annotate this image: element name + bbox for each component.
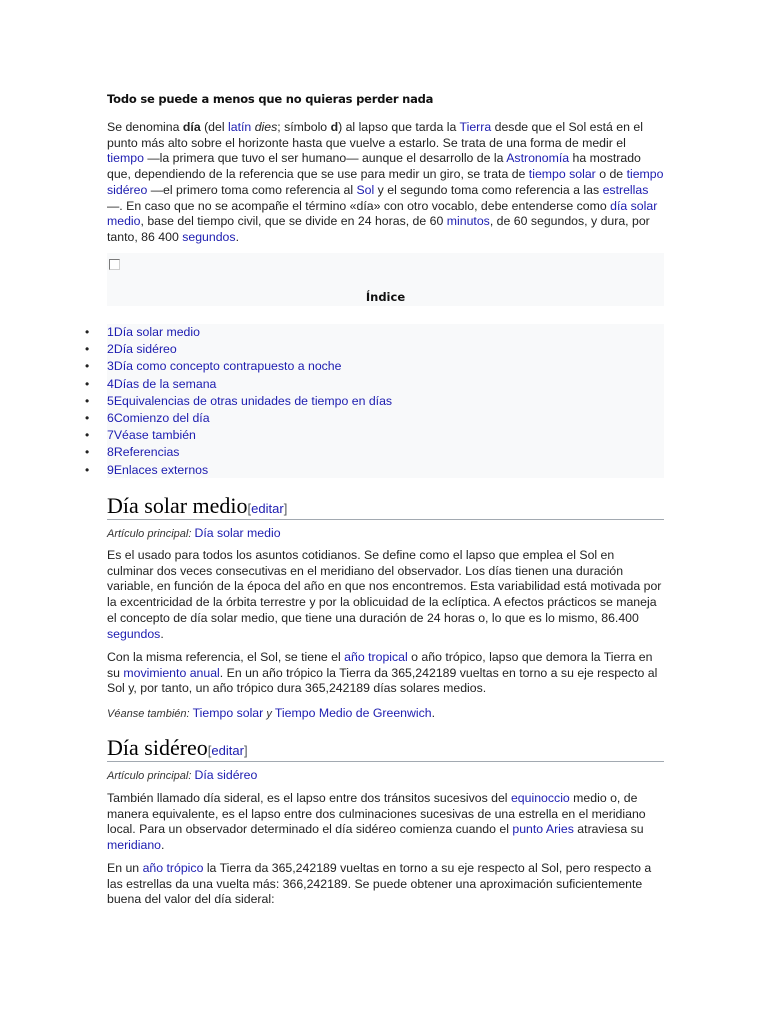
section-dia-solar-medio — [107, 493, 664, 520]
sidereo-paragraph-1 — [107, 791, 664, 854]
toc-list — [85, 324, 664, 478]
intro-paragraph — [107, 120, 667, 246]
edit-section: [editar] — [207, 743, 248, 758]
text-run: (del — [200, 120, 229, 134]
bullet-icon: • — [85, 376, 90, 391]
inline-link[interactable]: tiempo solar — [528, 167, 596, 182]
inline-link[interactable]: estrellas — [602, 182, 649, 197]
toc-item-link[interactable]: Enlaces externos — [113, 462, 209, 477]
section-heading: Día solar medio[editar] — [107, 493, 664, 520]
edit-section: [editar] — [247, 501, 288, 516]
bullet-icon: • — [85, 393, 90, 408]
text-run: ) al lapso que tarda la — [338, 120, 460, 134]
toc-item-link[interactable]: Referencias — [113, 445, 180, 460]
text-run: medio o, de manera equivalente, es el lapso entre dos culminaciones sucesivas de una estrella en el meridiano local. Para un observador determinado el día sidéreo comienza cuando el — [107, 791, 650, 837]
inline-link[interactable]: año trópico — [142, 861, 204, 875]
hatnote-link[interactable]: Día sidéreo — [194, 768, 258, 782]
inline-link[interactable]: día solar medio — [107, 198, 661, 229]
toc-item[interactable] — [85, 462, 664, 479]
toc-item[interactable] — [85, 358, 664, 375]
hatnote-main-article: Artículo principal: Día solar medio — [107, 526, 281, 540]
page-title: Todo se puede a menos que no quieras perder nada — [107, 92, 434, 106]
text-run: y el segundo toma como referencia a las — [374, 182, 603, 197]
inline-link[interactable]: Astronomía — [506, 151, 570, 166]
bold-term: día — [182, 120, 201, 134]
bullet-icon: • — [85, 342, 90, 357]
toc-item-link[interactable]: Día como concepto contrapuesto a noche — [113, 359, 342, 374]
bullet-icon: • — [85, 410, 90, 425]
inline-link[interactable]: tiempo — [107, 151, 144, 166]
inline-link[interactable]: Tierra — [459, 120, 492, 134]
toc-item-link[interactable]: Día sidéreo — [113, 342, 177, 357]
toc-item-number: 2 — [107, 342, 114, 357]
text-run: . En un año trópico la Tierra da 365,242189 vueltas en torno a su eje respecto al Sol y, por tanto, un año trópico dura 365,242189 días solares medios. — [107, 665, 661, 696]
text-run: , base del tiempo civil, que se divide en 24 horas, de 60 — [140, 214, 447, 229]
solar-paragraph-1 — [107, 548, 664, 642]
section-heading: Día sidéreo[editar] — [107, 735, 664, 762]
inline-link[interactable]: minutos — [446, 214, 490, 229]
inline-link[interactable]: meridiano — [107, 838, 161, 853]
text-run: Se denomina — [107, 120, 183, 134]
toc-item-number: 1 — [107, 325, 114, 339]
toc-item-number: 3 — [107, 359, 114, 374]
text-run: la Tierra da 365,242189 vueltas en torno a su eje respecto al Sol, pero respecto a las estrellas da una vuelta más: 366,242189. Se puede obtener una aproximación suficientemente buena del valor del día sideral: — [107, 861, 655, 907]
toc-item-number: 7 — [107, 428, 114, 443]
text-run: En un — [107, 861, 143, 875]
toc-item-link[interactable]: Véase también — [113, 428, 196, 443]
text-run: . — [160, 626, 164, 641]
toc-item-link[interactable]: Comienzo del día — [113, 410, 210, 425]
inline-link[interactable]: equinoccio — [510, 791, 570, 805]
inline-link[interactable]: latín — [228, 120, 252, 134]
italic-term: dies — [254, 120, 278, 134]
inline-link[interactable]: punto Aries — [512, 822, 574, 837]
section-dia-sidereo — [107, 735, 664, 762]
toc-item-number: 5 — [107, 393, 114, 408]
text-run: atraviesa su — [573, 822, 648, 837]
edit-link[interactable]: editar — [251, 501, 284, 516]
inline-link[interactable]: Sol — [356, 182, 375, 197]
see-also-link-tiempo-solar[interactable]: Tiempo solar — [192, 706, 264, 720]
see-also-note: Véanse también: Tiempo solar y Tiempo Medio de Greenwich. — [107, 706, 436, 720]
text-run: Con la misma referencia, el Sol, se tiene el — [107, 650, 345, 664]
hatnote-link[interactable]: Día solar medio — [194, 526, 281, 540]
text-run: —el primero toma como referencia al — [147, 182, 357, 197]
text-run: Es el usado para todos los asuntos cotidianos. Se define como el lapso que emplea el Sol en culminar dos veces consecutivas en el meridiano del observador. Los días tienen una duración variable, en función de la época del año en que nos encontremos. Esta variabilidad está motivada por la excentricidad de la órbita terrestre y por la oblicuidad de la eclíptica. A efectos prácticos se maneja el concepto de día solar medio, que tiene una duración de 24 horas o, lo que es lo mismo, 86.400 — [107, 548, 665, 625]
toc-item[interactable] — [85, 341, 664, 358]
bold-term: d — [330, 120, 339, 134]
text-run: . — [161, 838, 165, 853]
toc-item[interactable] — [85, 324, 664, 341]
text-run: ha mostrado que, dependiendo de la referencia que se use para medir un giro, se trata de — [107, 151, 645, 182]
text-run: o año trópico, lapso que demora la Tierra en su — [107, 650, 656, 680]
inline-link[interactable]: tiempo sidéreo — [107, 167, 667, 197]
toc-item-link[interactable]: Equivalencias de otras unidades de tiempo en días — [113, 393, 393, 408]
inline-link[interactable]: segundos — [182, 229, 236, 244]
toc-title: Índice — [365, 290, 406, 304]
toc-item[interactable] — [85, 444, 664, 461]
toc-item-number: 8 — [107, 445, 114, 460]
toc-item-number: 6 — [107, 410, 114, 425]
solar-paragraph-2 — [107, 650, 664, 697]
bullet-icon: • — [85, 445, 90, 460]
toc-item-link[interactable]: Día solar medio — [113, 325, 200, 339]
inline-link[interactable]: segundos — [107, 626, 161, 641]
hatnote-main-article: Artículo principal: Día sidéreo — [107, 768, 258, 782]
toc-item[interactable] — [85, 393, 664, 410]
text-run: o de — [595, 167, 627, 182]
bullet-icon: • — [85, 462, 90, 477]
bullet-icon: • — [85, 325, 90, 339]
text-run: —. En caso que no se acompañe el término «día» con otro vocablo, debe entenderse como — [107, 198, 611, 213]
toc-item-number: 4 — [107, 376, 114, 391]
edit-link[interactable]: editar — [211, 743, 244, 758]
toc-item-number: 9 — [107, 462, 114, 477]
text-run: —la primera que tuvo el ser humano— aunque el desarrollo de la — [143, 151, 507, 166]
text-run: ; símbolo — [277, 120, 331, 134]
toc-item[interactable] — [85, 410, 664, 427]
bullet-icon: • — [85, 359, 90, 374]
text-run: , de 60 segundos, y dura, por tanto, 86 400 — [107, 214, 654, 244]
toc-toggle-checkbox[interactable] — [109, 259, 120, 270]
text-run: También llamado día sideral, es el lapso entre dos tránsitos sucesivos del — [107, 791, 511, 805]
see-also-link-greenwich[interactable]: Tiempo Medio de Greenwich — [274, 706, 432, 720]
inline-link[interactable]: movimiento anual — [123, 665, 220, 680]
inline-link[interactable]: año tropical — [344, 650, 408, 664]
text-run: desde que el Sol está en el punto más alto sobre el horizonte hasta que vuelve a estarlo. Se trata de una forma de medir el — [107, 120, 647, 150]
sidereo-paragraph-2 — [107, 861, 664, 908]
toc-header — [107, 253, 664, 306]
text-run: . — [235, 229, 239, 244]
toc-item[interactable] — [85, 376, 664, 393]
toc-item-link[interactable]: Días de la semana — [113, 376, 217, 391]
bullet-icon: • — [85, 428, 90, 443]
toc-item[interactable] — [85, 427, 664, 444]
